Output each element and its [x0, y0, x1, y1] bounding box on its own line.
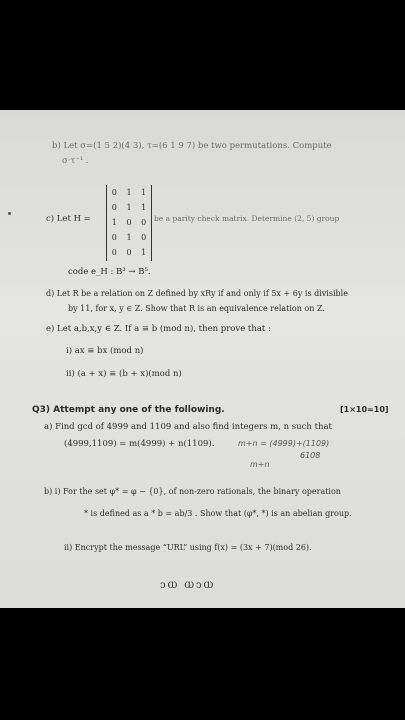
question-b-line2: σ·τ⁻¹ .: [62, 156, 89, 166]
matrix-cell: 1: [141, 203, 147, 212]
question-3a-line1: a) Find gcd of 4999 and 1109 and also find integers m, n such that: [44, 422, 332, 432]
question-b-line1: b) Let σ=(1 5 2)(4 3), τ=(6 1 9 7) be two permutations. Compute: [52, 141, 332, 151]
matrix-cell: 0: [111, 188, 117, 197]
handwritten-note-1: m+n = (4999)+(1109): [238, 439, 330, 448]
handwritten-note-3: m+n: [250, 460, 270, 469]
matrix-cell: 0: [111, 233, 117, 242]
question-d-line1: d) Let R be a relation on Z defined by xRy if and only if 5x + 6y is divisible: [46, 289, 348, 298]
question-c-label: c) Let H =: [46, 214, 91, 224]
parity-check-matrix: [106, 185, 152, 261]
matrix-row: [107, 218, 151, 227]
end-ornament: ↄⲰ ⲰↄⲰ: [160, 580, 216, 591]
matrix-cell: 0: [111, 248, 117, 257]
question-3b-ii: ii) Encrypt the message “URL” using f(x) = (3x + 7)(mod 26).: [64, 543, 312, 552]
question-3-heading: Q3) Attempt any one of the following.: [32, 405, 225, 415]
matrix-row: [107, 203, 151, 212]
exam-paper-photo: [0, 110, 405, 608]
matrix-cell: 1: [141, 248, 147, 257]
matrix-row: [107, 188, 151, 197]
matrix-cell: 1: [126, 203, 132, 212]
paper-speck: [8, 212, 11, 215]
question-3b-i-line2: * is defined as a * b = ab/3 . Show that (φ*, *) is an abelian group.: [84, 509, 352, 518]
matrix-cell: 0: [126, 248, 132, 257]
question-c-text2: code e_H : B³ → B⁵.: [68, 267, 151, 277]
question-3-marks: [1×10=10]: [340, 405, 389, 414]
handwritten-note-2: 6108: [300, 451, 321, 460]
question-e-ii: ii) (a + x) ≡ (b + x)(mod n): [66, 369, 182, 379]
matrix-cell: 1: [111, 218, 117, 227]
question-3a-line2: (4999,1109) = m(4999) + n(1109).: [64, 439, 215, 449]
question-c-text: be a parity check matrix. Determine (2, 5) group: [154, 214, 340, 223]
matrix-cell: 0: [141, 233, 147, 242]
matrix-cell: 1: [141, 188, 147, 197]
question-e-line: e) Let a,b,x,y ∈ Z. If a ≡ b (mod n), then prove that :: [46, 324, 271, 334]
question-d-line2: by 11, for x, y ∈ Z. Show that R is an equivalence relation on Z.: [68, 304, 325, 313]
matrix-cell: 1: [126, 188, 132, 197]
matrix-row: [107, 248, 151, 257]
matrix-row: [107, 233, 151, 242]
question-e-i: i) ax ≡ bx (mod n): [66, 346, 144, 356]
question-3b-i-line1: b) i) For the set φ* = φ − {0}, of non-zero rationals, the binary operation: [44, 487, 341, 496]
matrix-cell: 0: [126, 218, 132, 227]
matrix-cell: 0: [111, 203, 117, 212]
matrix-cell: 1: [126, 233, 132, 242]
matrix-cell: 0: [141, 218, 147, 227]
